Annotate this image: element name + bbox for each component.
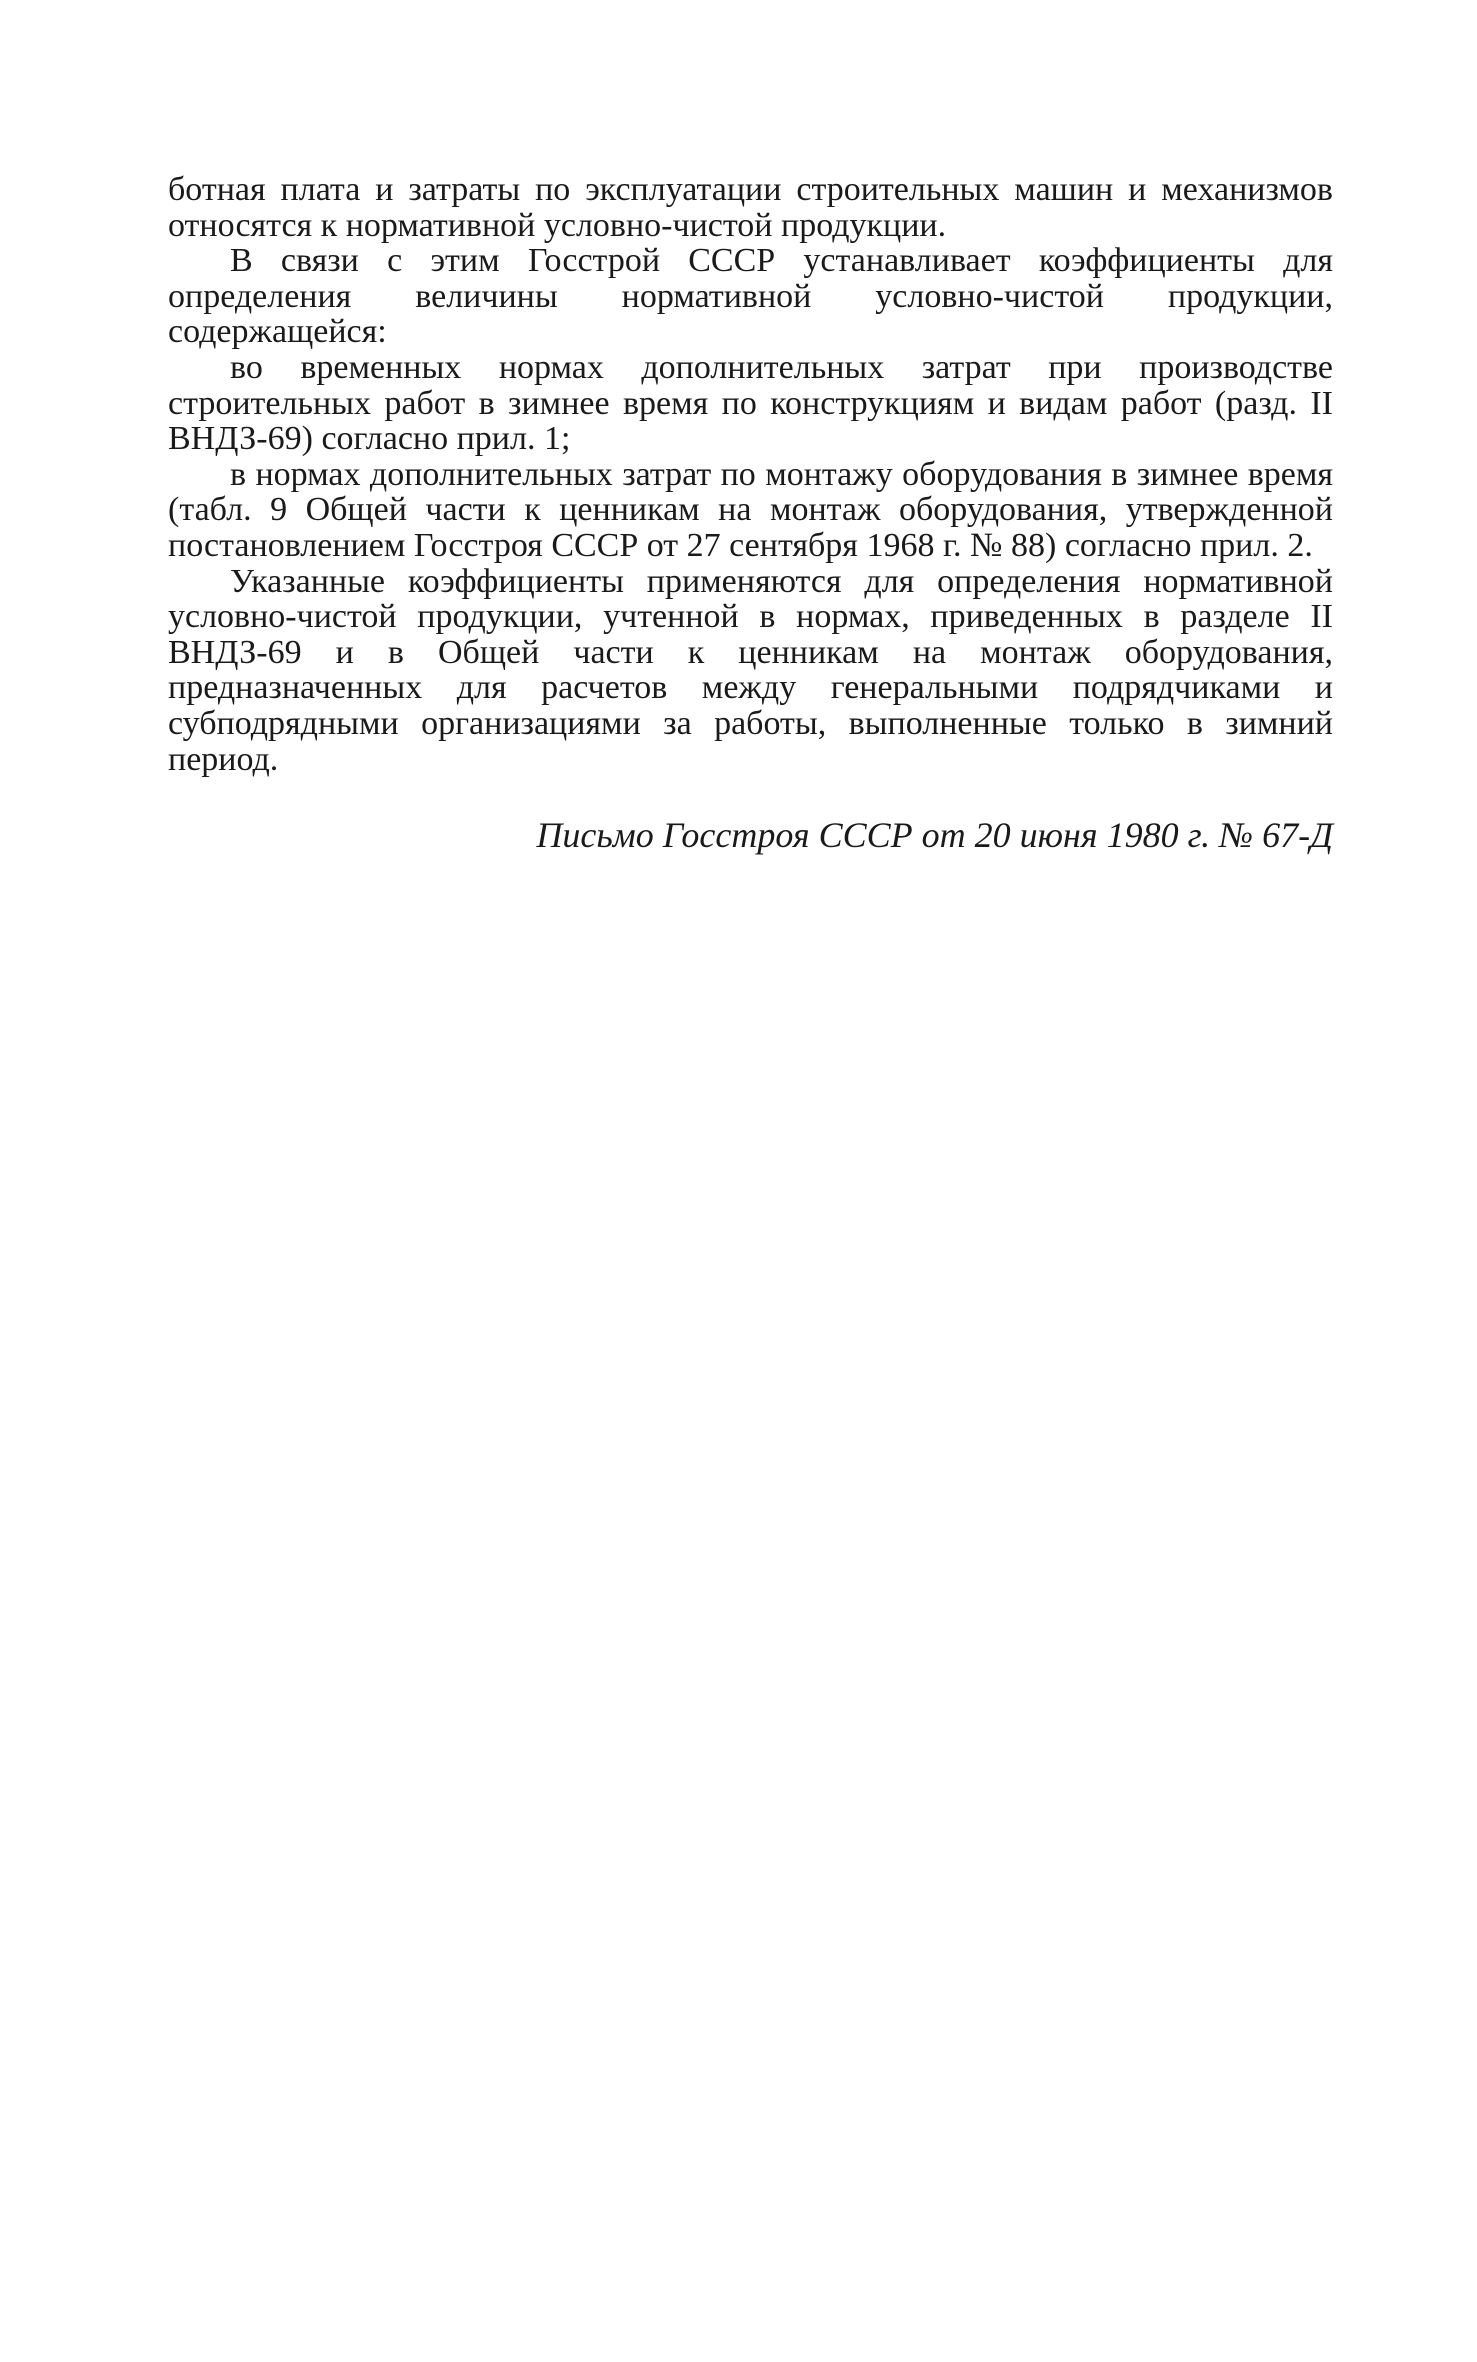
letter-signature: Письмо Госстроя СССР от 20 июня 1980 г. № 67-Д (536, 815, 1333, 856)
paragraph-application: Указанные коэффициенты применяются для определения нормативной условно-чистой продукции, учтенной в нормах, приведенных в разделе II ВНДЗ-69 и в Общей части к ценникам на монтаж оборудования, предназначенных для расчетов между генеральными подрядчиками и субподрядными организациями за работы, выполненные только в зимний период. (168, 562, 1333, 778)
paragraph-temporary-norms: во временных нормах дополнительных затрат при производстве строительных работ в зимнее время по конструкциям и видам работ (разд. II ВНДЗ-69) согласно прил. 1; (168, 348, 1333, 458)
paragraph-equipment-norms: в нормах дополнительных затрат по монтажу оборудования в зимнее время (табл. 9 Общей части к ценникам на монтаж оборудования, утвержденной постановлением Госстроя СССР от 27 сентября 1968 г. № 88) согласно прил. 2. (168, 455, 1333, 564)
paragraph-coefficients: В связи с этим Госстрой СССР устанавливает коэффициенты для определения величины нормативной условно-чистой продукции, содержащейся: (168, 242, 1333, 351)
paragraph-continuation: ботная плата и затраты по эксплуатации строительных машин и механизмов относятся к нормативной условно-чистой продукции. (168, 171, 1333, 244)
document-body (168, 172, 1333, 855)
